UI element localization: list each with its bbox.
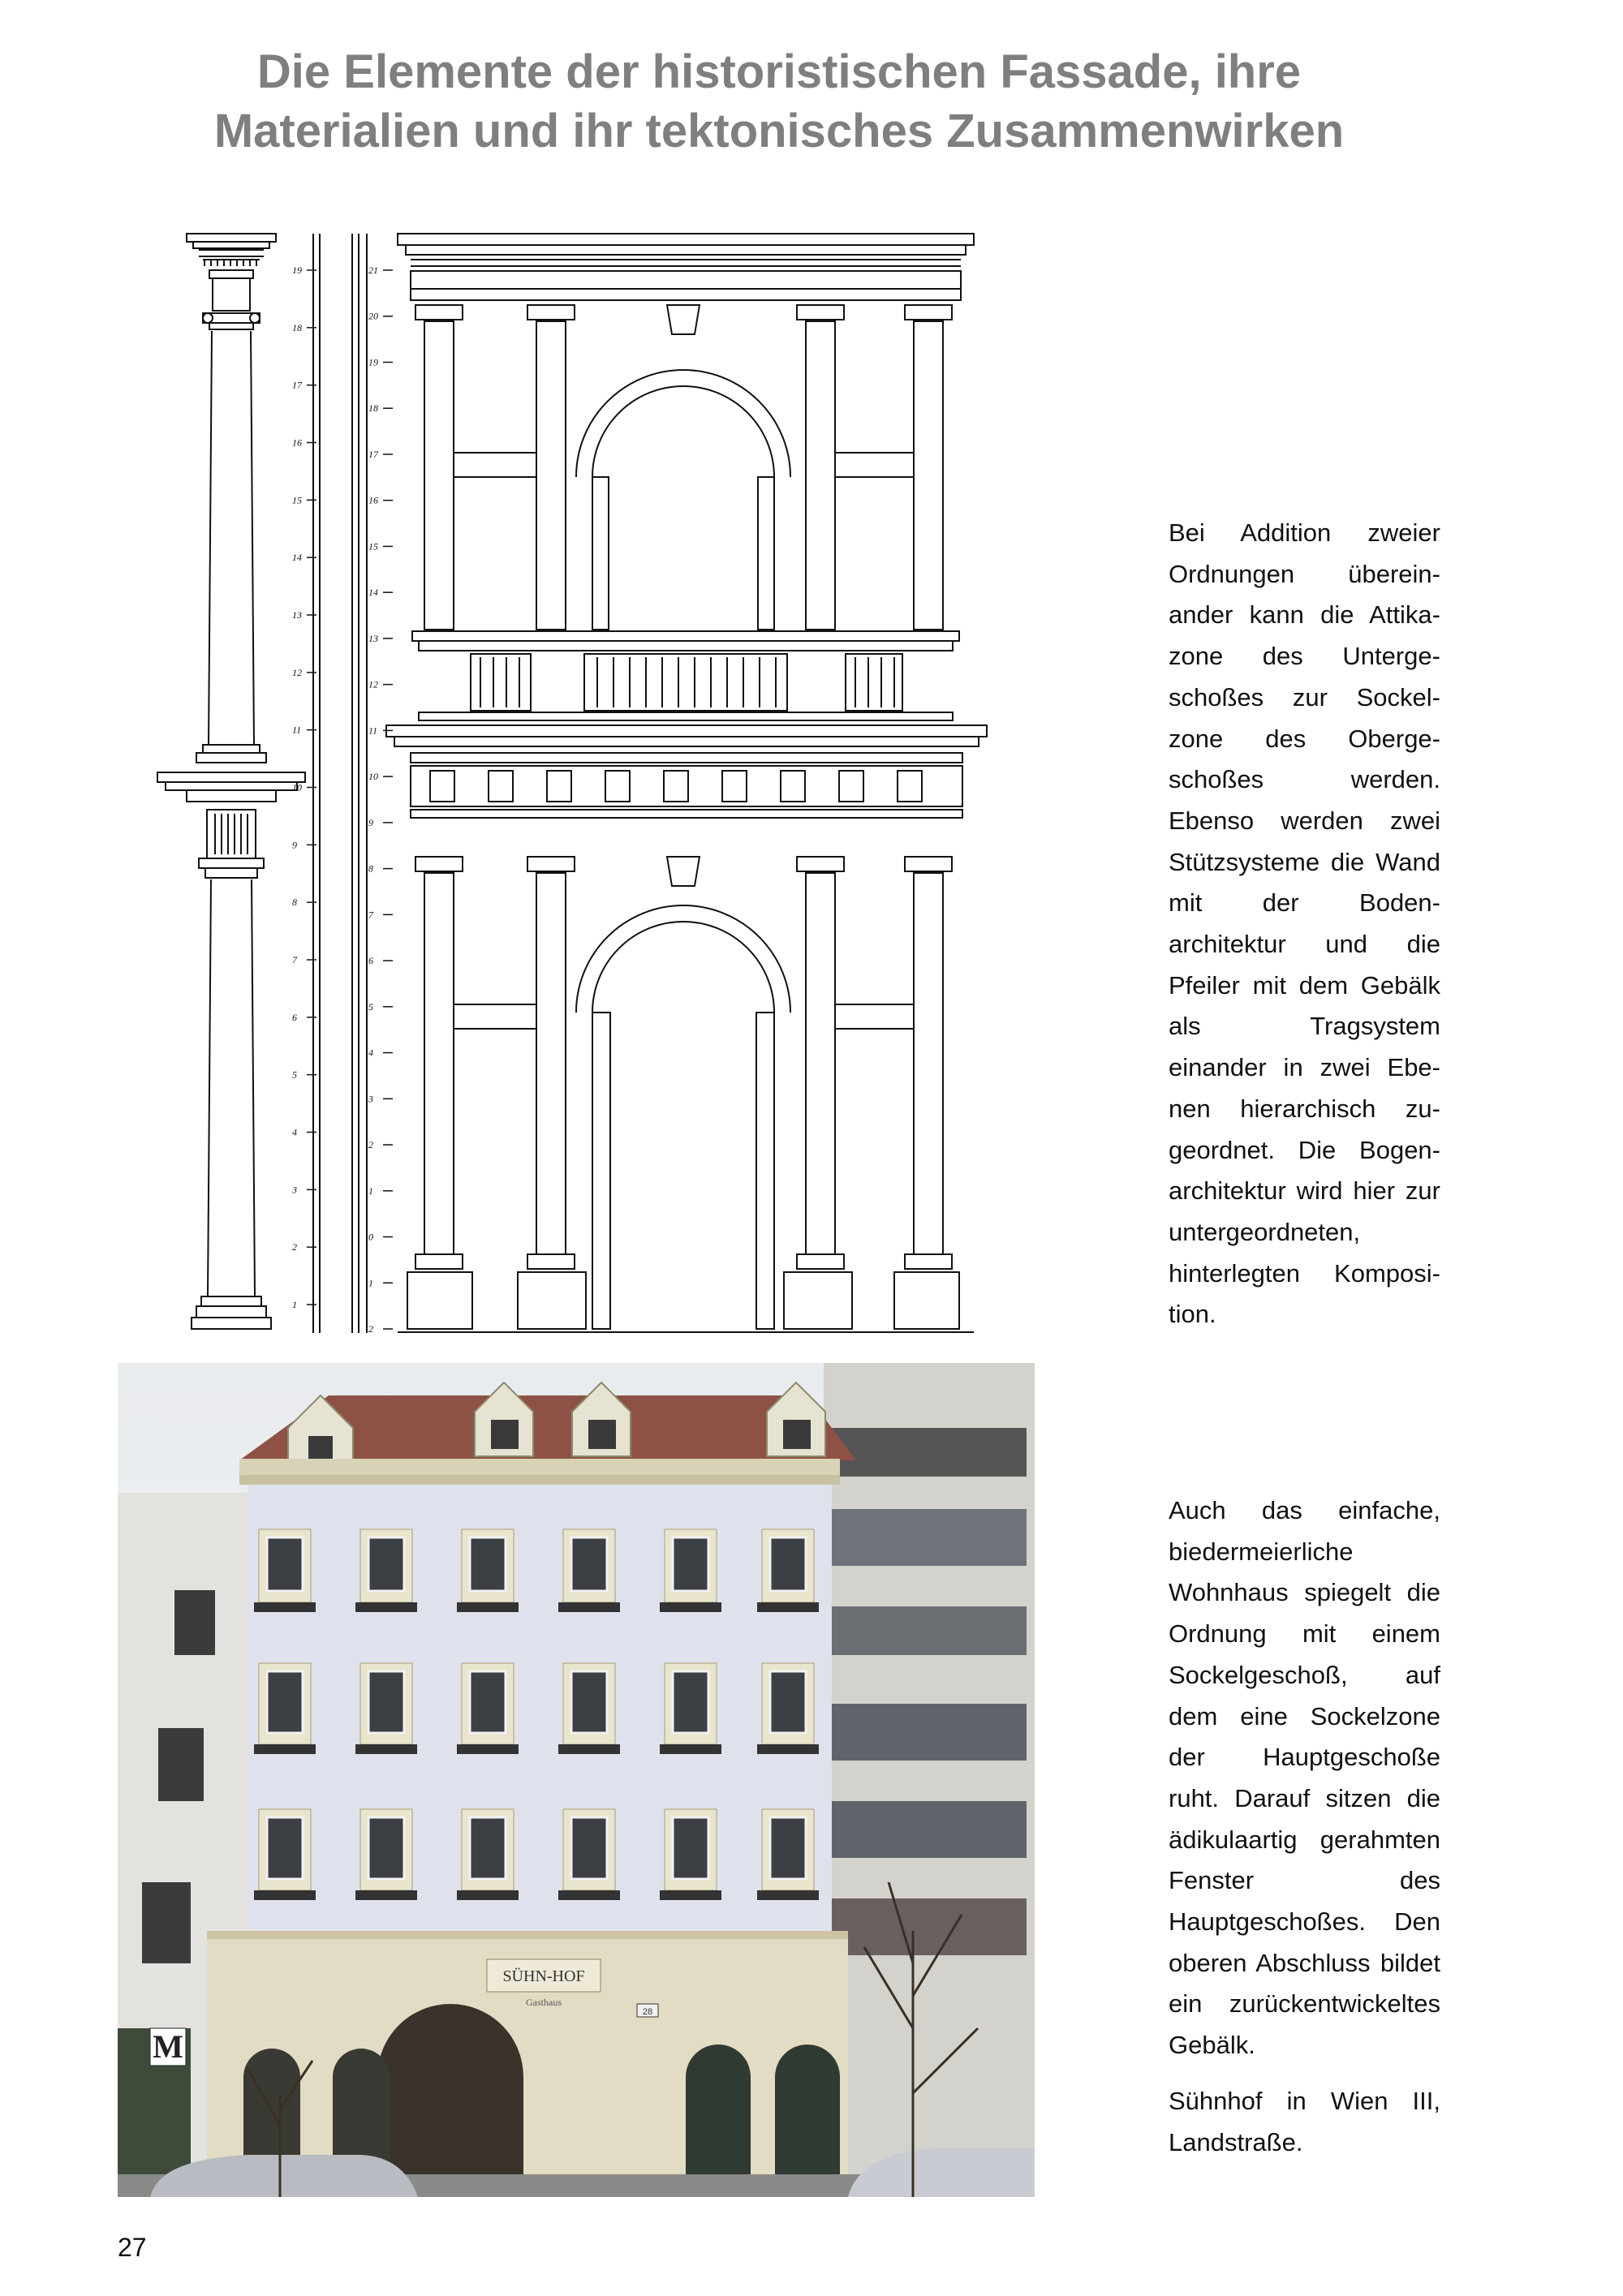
- window-sill: [355, 1890, 417, 1900]
- window: [470, 1817, 506, 1879]
- scale-label: 20: [368, 310, 378, 322]
- scale-label: 16: [292, 436, 302, 449]
- window: [571, 1817, 607, 1879]
- scale-label: 14: [292, 552, 302, 564]
- scale-label: 1: [292, 1299, 297, 1310]
- scale-label: 6: [368, 955, 373, 967]
- window: [571, 1671, 607, 1733]
- window-sill: [660, 1602, 721, 1612]
- window-sill: [254, 1602, 316, 1612]
- scale-label: 18: [292, 321, 302, 333]
- scale-label: 11: [292, 724, 302, 736]
- window: [571, 1537, 607, 1591]
- window: [673, 1817, 708, 1879]
- window: [368, 1817, 404, 1879]
- scale-label: 12: [368, 678, 378, 690]
- scale-label: 14: [368, 587, 378, 599]
- window: [368, 1537, 404, 1591]
- scale-label: 19: [368, 356, 378, 368]
- page-title: [146, 42, 1412, 161]
- scale-label: 1: [368, 1185, 373, 1197]
- window-sill: [757, 1602, 819, 1612]
- window-sill: [254, 1890, 316, 1900]
- window: [470, 1537, 506, 1591]
- facade-order-drawing: [154, 209, 1014, 1345]
- window: [770, 1537, 806, 1591]
- window: [267, 1537, 303, 1591]
- paragraph-1: [1169, 513, 1440, 1335]
- building-sign-sub: Gasthaus: [526, 1997, 562, 2008]
- scale-label: 8: [292, 896, 297, 909]
- scale-label: 3: [368, 1093, 373, 1105]
- window-sill: [254, 1744, 316, 1754]
- scale-label: 12: [292, 666, 302, 678]
- window: [267, 1817, 303, 1879]
- scale-label: 7: [292, 954, 297, 965]
- window: [267, 1671, 303, 1733]
- scale-label: 17: [368, 448, 378, 460]
- window-sill: [457, 1602, 519, 1612]
- scale-label: 11: [368, 724, 378, 737]
- scale-label: 2: [368, 1139, 373, 1151]
- building-sign: SÜHN-HOF: [502, 1967, 585, 1985]
- window-sill: [558, 1602, 620, 1612]
- scale-label: 10: [368, 771, 378, 783]
- scale-label: 4: [292, 1126, 297, 1138]
- scale-label: 4: [368, 1047, 373, 1059]
- scale-label: 10: [292, 781, 302, 793]
- scale-label: 15: [368, 540, 378, 553]
- page-number: 27: [118, 2233, 147, 2262]
- window-sill: [355, 1744, 417, 1754]
- window-sill: [558, 1890, 620, 1900]
- paragraph-2-text: Auch das einfache, biedermeierliche Wohnhaus spiegelt die Ordnung mit einem Sockelgeschoß, auf dem eine Sockelzone der Hauptgeschoße ruht. Darauf sitzen die ädikulaartig gerahmten Fenster des Hauptgeschoßes. Den oberen Abschluss bildet ein zurückentwickeltes Gebälk.: [1169, 1496, 1440, 2060]
- window: [673, 1537, 708, 1591]
- paragraph-2: [1169, 1490, 1440, 2163]
- window-sill: [660, 1744, 721, 1754]
- window: [470, 1671, 506, 1733]
- scale-label: 0: [368, 1231, 373, 1243]
- scale-label: 13: [292, 609, 302, 621]
- title-line-1: Die Elemente der historistischen Fassade, ihre: [256, 45, 1302, 98]
- window: [368, 1671, 404, 1733]
- window-sill: [757, 1890, 819, 1900]
- house-number: 28: [642, 2007, 653, 2017]
- scale-label: 9: [292, 839, 297, 851]
- scale-label: 3: [292, 1184, 297, 1196]
- scale-label: 2: [292, 1241, 297, 1253]
- window-sill: [757, 1744, 819, 1754]
- scale-label: 17: [292, 379, 302, 391]
- title-line-2: Materialien und ihr tektonisches Zusammenwirken: [213, 105, 1345, 157]
- column-elevation: [157, 234, 305, 1329]
- window: [770, 1671, 806, 1733]
- scale-label: 5: [368, 1000, 373, 1013]
- suehnhof-photo: [118, 1363, 1035, 2197]
- paragraph-1-text: Bei Addition zweier Ordnungen übereinander kann die Attikazone des Untergeschoßes zur Sockelzone des Obergeschoßes werden. Ebenso werden zwei Stützsysteme die Wand mit der Bodenarchitektur und die Pfeiler mit dem Gebälk als Tragsystem einander in zwei Ebenen hierarchisch zugeordnet. Die Bogenarchitektur wird hier zur untergeordneten, hinterlegten Komposition.: [1169, 518, 1440, 1329]
- scale-label: 13: [368, 632, 378, 644]
- window-sill: [355, 1602, 417, 1612]
- scale-bars: [313, 234, 367, 1333]
- window-sill: [457, 1890, 519, 1900]
- scale-label: 2: [368, 1323, 373, 1335]
- scale-label: 1: [368, 1277, 373, 1289]
- scale-label: 5: [292, 1068, 297, 1081]
- scale-label: 21: [368, 264, 378, 276]
- shop-sign-m: M: [153, 2028, 183, 2065]
- window: [673, 1671, 708, 1733]
- window-sill: [457, 1744, 519, 1754]
- window: [770, 1817, 806, 1879]
- scale-label: 7: [368, 909, 373, 921]
- scale-label: 6: [292, 1011, 297, 1023]
- scale-label: 15: [292, 494, 302, 506]
- scale-label: 8: [368, 862, 373, 875]
- scale-label: 19: [292, 264, 302, 276]
- scale-label: 16: [368, 494, 378, 506]
- window-sill: [558, 1744, 620, 1754]
- photo-caption: Sühnhof in Wien III, Landstraße.: [1169, 2086, 1440, 2156]
- double-order-elevation: [386, 234, 987, 1332]
- scale-label: 9: [368, 816, 373, 828]
- window-sill: [660, 1890, 721, 1900]
- scale-label: 18: [368, 402, 378, 415]
